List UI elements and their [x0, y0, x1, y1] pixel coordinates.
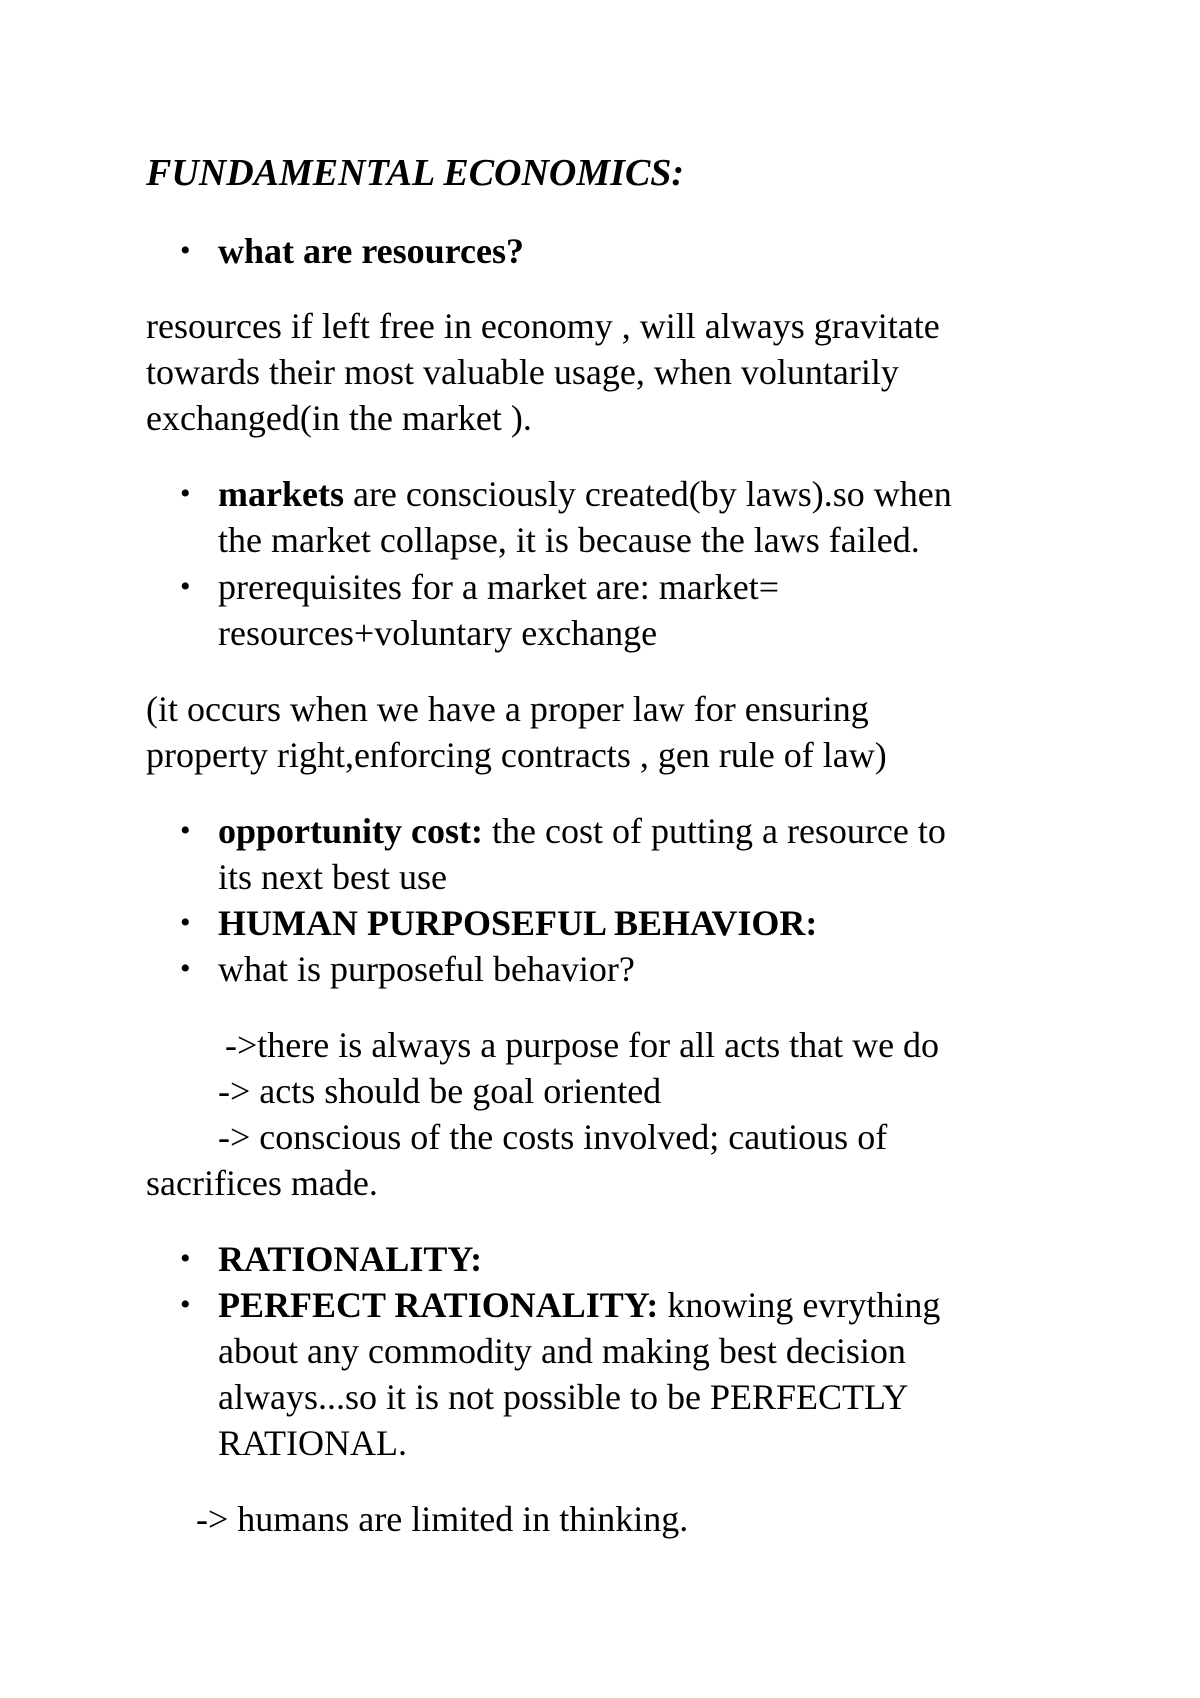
perfect-rationality-definition: knowing evrything: [658, 1285, 941, 1325]
perfect-rationality-line-1: [218, 1282, 940, 1328]
question-purposeful-behavior: what is purposeful behavior?: [218, 949, 635, 989]
page-title: FUNDAMENTAL ECONOMICS:: [146, 152, 685, 194]
purpose-line-4: sacrifices made.: [146, 1163, 378, 1203]
opportunity-cost-definition: the cost of putting a resource to: [483, 811, 946, 851]
law-paragraph-line-1: (it occurs when we have a proper law for ensuring: [146, 689, 869, 729]
perfect-rationality-line-3: always...so it is not possible to be PERFECTLY: [218, 1377, 909, 1417]
law-paragraph-line-2: property right,enforcing contracts , gen rule of law): [146, 735, 887, 775]
bullet-dot: [180, 946, 191, 992]
heading-human-purposeful-behavior: HUMAN PURPOSEFUL BEHAVIOR:: [218, 903, 818, 943]
prerequisites-line-1: prerequisites for a market are: market=: [218, 567, 780, 607]
bullet-dot: [180, 900, 191, 946]
opportunity-cost-term: opportunity cost:: [218, 811, 484, 851]
prerequisites-line-2: resources+voluntary exchange: [218, 613, 658, 653]
markets-line-2: the market collapse, it is because the laws failed.: [218, 520, 920, 560]
purpose-line-3: -> conscious of the costs involved; cautious of: [218, 1117, 888, 1157]
markets-definition: are consciously created(by laws).so when: [343, 474, 952, 514]
limited-thinking-line: -> humans are limited in thinking.: [196, 1499, 689, 1539]
heading-rationality: RATIONALITY:: [218, 1239, 483, 1279]
bullet-dot: [180, 471, 191, 517]
bullet-dot: [180, 1236, 191, 1282]
resources-paragraph-line-1: resources if left free in economy , will always gravitate: [146, 306, 940, 346]
bullet-dot: [180, 228, 191, 274]
bullet-dot: [180, 808, 191, 854]
bullet-dot: [180, 1282, 191, 1328]
purpose-line-2: -> acts should be goal oriented: [218, 1071, 662, 1111]
markets-line-1: [218, 471, 952, 517]
opportunity-cost-line-2: its next best use: [218, 857, 447, 897]
perfect-rationality-line-4: RATIONAL.: [218, 1423, 407, 1463]
opportunity-cost-line-1: [218, 808, 946, 854]
perfect-rationality-line-2: about any commodity and making best decision: [218, 1331, 906, 1371]
resources-paragraph-line-2: towards their most valuable usage, when voluntarily: [146, 352, 899, 392]
purpose-line-1: ->there is always a purpose for all acts that we do: [225, 1025, 940, 1065]
bullet-dot: [180, 564, 191, 610]
question-resources: what are resources?: [218, 231, 524, 271]
resources-paragraph-line-3: exchanged(in the market ).: [146, 398, 532, 438]
markets-term: markets: [218, 474, 344, 514]
perfect-rationality-term: PERFECT RATIONALITY:: [218, 1285, 659, 1325]
